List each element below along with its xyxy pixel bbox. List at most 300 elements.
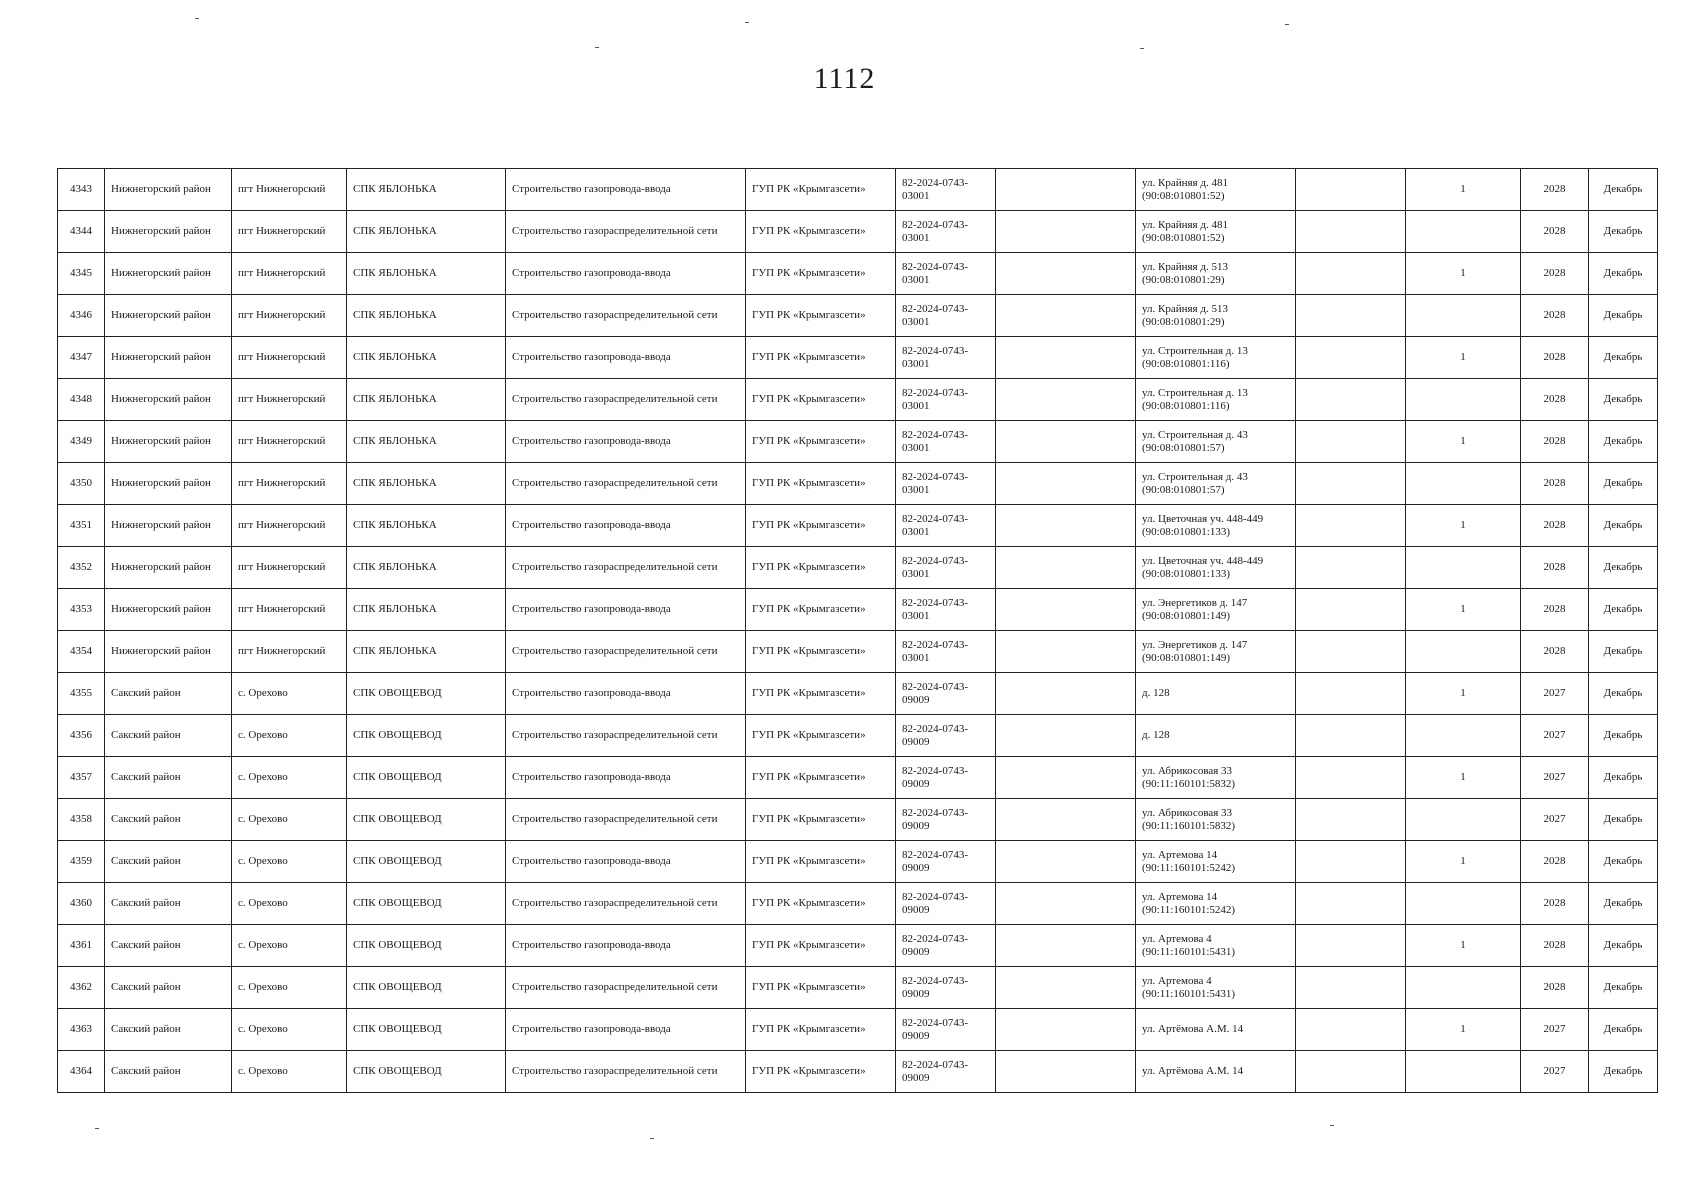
- table-row: [58, 841, 1658, 883]
- address-cell: ул. Артёмова А.М. 14: [1136, 1051, 1296, 1093]
- executor-cell: ГУП РК «Крымгазсети»: [746, 589, 896, 631]
- quantity-cell: 1: [1406, 841, 1521, 883]
- table-row: [58, 673, 1658, 715]
- year-cell: 2027: [1521, 1051, 1589, 1093]
- year-cell: 2028: [1521, 169, 1589, 211]
- district-cell: Сакский район: [105, 967, 232, 1009]
- blank-cell: [996, 757, 1136, 799]
- address-cell: ул. Строительная д. 43 (90:08:010801:57): [1136, 463, 1296, 505]
- address-cell: ул. Энергетиков д. 147 (90:08:010801:149): [1136, 589, 1296, 631]
- settlement-cell: пгт Нижнегорский: [232, 631, 347, 673]
- blank-cell: [996, 295, 1136, 337]
- address-cell: ул. Артёмова А.М. 14: [1136, 1009, 1296, 1051]
- table-row: [58, 1009, 1658, 1051]
- table-row: [58, 1051, 1658, 1093]
- row-number: 4353: [58, 589, 105, 631]
- registry-code-cell: 82-2024-0743-09009: [896, 925, 996, 967]
- settlement-cell: с. Орехово: [232, 799, 347, 841]
- registry-code-cell: 82-2024-0743-03001: [896, 631, 996, 673]
- scan-speck: [1285, 24, 1289, 25]
- address-cell: ул. Строительная д. 43 (90:08:010801:57): [1136, 421, 1296, 463]
- blank-cell: [1296, 253, 1406, 295]
- settlement-cell: с. Орехово: [232, 883, 347, 925]
- month-cell: Декабрь: [1589, 295, 1658, 337]
- scan-speck: [595, 47, 599, 48]
- month-cell: Декабрь: [1589, 1009, 1658, 1051]
- table-row: [58, 295, 1658, 337]
- registry-code-cell: 82-2024-0743-09009: [896, 1051, 996, 1093]
- registry-code-cell: 82-2024-0743-09009: [896, 757, 996, 799]
- row-number: 4359: [58, 841, 105, 883]
- applicant-cell: СПК ОВОЩЕВОД: [347, 883, 506, 925]
- month-cell: Декабрь: [1589, 673, 1658, 715]
- year-cell: 2028: [1521, 211, 1589, 253]
- row-number: 4360: [58, 883, 105, 925]
- month-cell: Декабрь: [1589, 631, 1658, 673]
- executor-cell: ГУП РК «Крымгазсети»: [746, 463, 896, 505]
- registry-code-cell: 82-2024-0743-03001: [896, 505, 996, 547]
- year-cell: 2027: [1521, 757, 1589, 799]
- month-cell: Декабрь: [1589, 547, 1658, 589]
- district-cell: Нижнегорский район: [105, 379, 232, 421]
- applicant-cell: СПК ОВОЩЕВОД: [347, 925, 506, 967]
- executor-cell: ГУП РК «Крымгазсети»: [746, 379, 896, 421]
- blank-cell: [1296, 1009, 1406, 1051]
- executor-cell: ГУП РК «Крымгазсети»: [746, 169, 896, 211]
- table-row: [58, 211, 1658, 253]
- executor-cell: ГУП РК «Крымгазсети»: [746, 1051, 896, 1093]
- scan-speck: [1140, 48, 1144, 49]
- quantity-cell: [1406, 967, 1521, 1009]
- blank-cell: [1296, 841, 1406, 883]
- executor-cell: ГУП РК «Крымгазсети»: [746, 1009, 896, 1051]
- work-description-cell: Строительство газораспределительной сети: [506, 631, 746, 673]
- work-description-cell: Строительство газопровода-ввода: [506, 1009, 746, 1051]
- applicant-cell: СПК ОВОЩЕВОД: [347, 715, 506, 757]
- blank-cell: [1296, 1051, 1406, 1093]
- work-description-cell: Строительство газопровода-ввода: [506, 589, 746, 631]
- settlement-cell: с. Орехово: [232, 1051, 347, 1093]
- work-description-cell: Строительство газораспределительной сети: [506, 211, 746, 253]
- work-description-cell: Строительство газораспределительной сети: [506, 379, 746, 421]
- settlement-cell: пгт Нижнегорский: [232, 211, 347, 253]
- applicant-cell: СПК ЯБЛОНЬКА: [347, 337, 506, 379]
- scan-speck: [195, 18, 199, 19]
- quantity-cell: [1406, 379, 1521, 421]
- row-number: 4355: [58, 673, 105, 715]
- settlement-cell: пгт Нижнегорский: [232, 253, 347, 295]
- settlement-cell: пгт Нижнегорский: [232, 505, 347, 547]
- executor-cell: ГУП РК «Крымгазсети»: [746, 841, 896, 883]
- settlement-cell: пгт Нижнегорский: [232, 547, 347, 589]
- month-cell: Декабрь: [1589, 421, 1658, 463]
- executor-cell: ГУП РК «Крымгазсети»: [746, 421, 896, 463]
- work-description-cell: Строительство газораспределительной сети: [506, 1051, 746, 1093]
- registry-code-cell: 82-2024-0743-03001: [896, 547, 996, 589]
- applicant-cell: СПК ЯБЛОНЬКА: [347, 505, 506, 547]
- executor-cell: ГУП РК «Крымгазсети»: [746, 715, 896, 757]
- quantity-cell: 1: [1406, 337, 1521, 379]
- executor-cell: ГУП РК «Крымгазсети»: [746, 547, 896, 589]
- month-cell: Декабрь: [1589, 883, 1658, 925]
- year-cell: 2028: [1521, 841, 1589, 883]
- quantity-cell: 1: [1406, 925, 1521, 967]
- registry-table: [57, 168, 1658, 1093]
- quantity-cell: [1406, 463, 1521, 505]
- table-row: [58, 799, 1658, 841]
- applicant-cell: СПК ЯБЛОНЬКА: [347, 169, 506, 211]
- year-cell: 2028: [1521, 463, 1589, 505]
- work-description-cell: Строительство газораспределительной сети: [506, 883, 746, 925]
- address-cell: ул. Артемова 4 (90:11:160101:5431): [1136, 925, 1296, 967]
- work-description-cell: Строительство газопровода-ввода: [506, 169, 746, 211]
- month-cell: Декабрь: [1589, 169, 1658, 211]
- table-row: [58, 169, 1658, 211]
- blank-cell: [1296, 463, 1406, 505]
- applicant-cell: СПК ЯБЛОНЬКА: [347, 211, 506, 253]
- work-description-cell: Строительство газораспределительной сети: [506, 715, 746, 757]
- blank-cell: [1296, 757, 1406, 799]
- settlement-cell: с. Орехово: [232, 757, 347, 799]
- blank-cell: [996, 211, 1136, 253]
- registry-code-cell: 82-2024-0743-09009: [896, 715, 996, 757]
- row-number: 4361: [58, 925, 105, 967]
- address-cell: ул. Артемова 14 (90:11:160101:5242): [1136, 883, 1296, 925]
- year-cell: 2028: [1521, 883, 1589, 925]
- row-number: 4347: [58, 337, 105, 379]
- registry-code-cell: 82-2024-0743-03001: [896, 211, 996, 253]
- year-cell: 2027: [1521, 1009, 1589, 1051]
- table-row: [58, 337, 1658, 379]
- month-cell: Декабрь: [1589, 337, 1658, 379]
- blank-cell: [996, 631, 1136, 673]
- quantity-cell: [1406, 715, 1521, 757]
- blank-cell: [1296, 421, 1406, 463]
- district-cell: Сакский район: [105, 1009, 232, 1051]
- applicant-cell: СПК ОВОЩЕВОД: [347, 1051, 506, 1093]
- table-row: [58, 925, 1658, 967]
- blank-cell: [1296, 169, 1406, 211]
- blank-cell: [996, 883, 1136, 925]
- year-cell: 2027: [1521, 715, 1589, 757]
- blank-cell: [1296, 673, 1406, 715]
- table-row: [58, 253, 1658, 295]
- year-cell: 2028: [1521, 379, 1589, 421]
- district-cell: Сакский район: [105, 883, 232, 925]
- month-cell: Декабрь: [1589, 841, 1658, 883]
- row-number: 4343: [58, 169, 105, 211]
- row-number: 4356: [58, 715, 105, 757]
- settlement-cell: пгт Нижнегорский: [232, 379, 347, 421]
- address-cell: ул. Абрикосовая 33 (90:11:160101:5832): [1136, 799, 1296, 841]
- quantity-cell: 1: [1406, 1009, 1521, 1051]
- address-cell: ул. Абрикосовая 33 (90:11:160101:5832): [1136, 757, 1296, 799]
- settlement-cell: пгт Нижнегорский: [232, 463, 347, 505]
- district-cell: Сакский район: [105, 715, 232, 757]
- month-cell: Декабрь: [1589, 799, 1658, 841]
- row-number: 4363: [58, 1009, 105, 1051]
- blank-cell: [1296, 883, 1406, 925]
- registry-code-cell: 82-2024-0743-03001: [896, 253, 996, 295]
- registry-code-cell: 82-2024-0743-03001: [896, 295, 996, 337]
- table-row: [58, 589, 1658, 631]
- blank-cell: [996, 1009, 1136, 1051]
- blank-cell: [1296, 967, 1406, 1009]
- district-cell: Нижнегорский район: [105, 463, 232, 505]
- blank-cell: [996, 463, 1136, 505]
- registry-code-cell: 82-2024-0743-09009: [896, 1009, 996, 1051]
- month-cell: Декабрь: [1589, 379, 1658, 421]
- work-description-cell: Строительство газораспределительной сети: [506, 295, 746, 337]
- registry-code-cell: 82-2024-0743-09009: [896, 967, 996, 1009]
- district-cell: Сакский район: [105, 673, 232, 715]
- blank-cell: [996, 253, 1136, 295]
- registry-code-cell: 82-2024-0743-09009: [896, 799, 996, 841]
- quantity-cell: [1406, 1051, 1521, 1093]
- registry-code-cell: 82-2024-0743-03001: [896, 421, 996, 463]
- district-cell: Нижнегорский район: [105, 589, 232, 631]
- district-cell: Нижнегорский район: [105, 505, 232, 547]
- row-number: 4354: [58, 631, 105, 673]
- applicant-cell: СПК ОВОЩЕВОД: [347, 673, 506, 715]
- blank-cell: [996, 715, 1136, 757]
- quantity-cell: [1406, 799, 1521, 841]
- district-cell: Сакский район: [105, 925, 232, 967]
- blank-cell: [996, 967, 1136, 1009]
- year-cell: 2028: [1521, 505, 1589, 547]
- executor-cell: ГУП РК «Крымгазсети»: [746, 505, 896, 547]
- settlement-cell: с. Орехово: [232, 925, 347, 967]
- address-cell: д. 128: [1136, 715, 1296, 757]
- registry-code-cell: 82-2024-0743-09009: [896, 883, 996, 925]
- month-cell: Декабрь: [1589, 211, 1658, 253]
- blank-cell: [996, 841, 1136, 883]
- month-cell: Декабрь: [1589, 1051, 1658, 1093]
- address-cell: ул. Цветочная уч. 448-449 (90:08:010801:133): [1136, 547, 1296, 589]
- year-cell: 2028: [1521, 631, 1589, 673]
- blank-cell: [996, 421, 1136, 463]
- quantity-cell: [1406, 631, 1521, 673]
- blank-cell: [1296, 505, 1406, 547]
- settlement-cell: пгт Нижнегорский: [232, 337, 347, 379]
- blank-cell: [996, 925, 1136, 967]
- applicant-cell: СПК ОВОЩЕВОД: [347, 1009, 506, 1051]
- blank-cell: [996, 673, 1136, 715]
- year-cell: 2028: [1521, 589, 1589, 631]
- executor-cell: ГУП РК «Крымгазсети»: [746, 631, 896, 673]
- blank-cell: [1296, 211, 1406, 253]
- address-cell: ул. Крайняя д. 513 (90:08:010801:29): [1136, 253, 1296, 295]
- year-cell: 2028: [1521, 967, 1589, 1009]
- executor-cell: ГУП РК «Крымгазсети»: [746, 883, 896, 925]
- table-row: [58, 505, 1658, 547]
- work-description-cell: Строительство газопровода-ввода: [506, 673, 746, 715]
- year-cell: 2028: [1521, 547, 1589, 589]
- row-number: 4350: [58, 463, 105, 505]
- month-cell: Декабрь: [1589, 505, 1658, 547]
- row-number: 4362: [58, 967, 105, 1009]
- registry-code-cell: 82-2024-0743-03001: [896, 379, 996, 421]
- applicant-cell: СПК ЯБЛОНЬКА: [347, 421, 506, 463]
- work-description-cell: Строительство газопровода-ввода: [506, 337, 746, 379]
- blank-cell: [996, 547, 1136, 589]
- applicant-cell: СПК ЯБЛОНЬКА: [347, 295, 506, 337]
- month-cell: Декабрь: [1589, 715, 1658, 757]
- executor-cell: ГУП РК «Крымгазсети»: [746, 253, 896, 295]
- district-cell: Нижнегорский район: [105, 253, 232, 295]
- applicant-cell: СПК ЯБЛОНЬКА: [347, 253, 506, 295]
- executor-cell: ГУП РК «Крымгазсети»: [746, 673, 896, 715]
- work-description-cell: Строительство газораспределительной сети: [506, 799, 746, 841]
- district-cell: Нижнегорский район: [105, 211, 232, 253]
- blank-cell: [996, 379, 1136, 421]
- quantity-cell: 1: [1406, 757, 1521, 799]
- quantity-cell: [1406, 547, 1521, 589]
- row-number: 4348: [58, 379, 105, 421]
- blank-cell: [1296, 295, 1406, 337]
- blank-cell: [996, 337, 1136, 379]
- year-cell: 2028: [1521, 253, 1589, 295]
- work-description-cell: Строительство газопровода-ввода: [506, 421, 746, 463]
- year-cell: 2027: [1521, 673, 1589, 715]
- district-cell: Сакский район: [105, 799, 232, 841]
- address-cell: ул. Цветочная уч. 448-449 (90:08:010801:133): [1136, 505, 1296, 547]
- address-cell: ул. Артемова 14 (90:11:160101:5242): [1136, 841, 1296, 883]
- table-row: [58, 715, 1658, 757]
- applicant-cell: СПК ЯБЛОНЬКА: [347, 379, 506, 421]
- settlement-cell: пгт Нижнегорский: [232, 169, 347, 211]
- settlement-cell: пгт Нижнегорский: [232, 421, 347, 463]
- quantity-cell: 1: [1406, 169, 1521, 211]
- applicant-cell: СПК ОВОЩЕВОД: [347, 757, 506, 799]
- applicant-cell: СПК ОВОЩЕВОД: [347, 841, 506, 883]
- blank-cell: [1296, 631, 1406, 673]
- table-row: [58, 421, 1658, 463]
- work-description-cell: Строительство газопровода-ввода: [506, 505, 746, 547]
- address-cell: д. 128: [1136, 673, 1296, 715]
- address-cell: ул. Строительная д. 13 (90:08:010801:116): [1136, 379, 1296, 421]
- quantity-cell: 1: [1406, 589, 1521, 631]
- address-cell: ул. Крайняя д. 481 (90:08:010801:52): [1136, 211, 1296, 253]
- page-number: 1112: [813, 62, 876, 95]
- year-cell: 2028: [1521, 925, 1589, 967]
- row-number: 4346: [58, 295, 105, 337]
- month-cell: Декабрь: [1589, 757, 1658, 799]
- address-cell: ул. Строительная д. 13 (90:08:010801:116): [1136, 337, 1296, 379]
- work-description-cell: Строительство газораспределительной сети: [506, 967, 746, 1009]
- work-description-cell: Строительство газопровода-ввода: [506, 841, 746, 883]
- row-number: 4358: [58, 799, 105, 841]
- blank-cell: [1296, 547, 1406, 589]
- blank-cell: [1296, 589, 1406, 631]
- registry-code-cell: 82-2024-0743-03001: [896, 589, 996, 631]
- quantity-cell: [1406, 211, 1521, 253]
- year-cell: 2028: [1521, 295, 1589, 337]
- table-row: [58, 757, 1658, 799]
- district-cell: Нижнегорский район: [105, 547, 232, 589]
- row-number: 4357: [58, 757, 105, 799]
- district-cell: Нижнегорский район: [105, 337, 232, 379]
- settlement-cell: пгт Нижнегорский: [232, 295, 347, 337]
- year-cell: 2028: [1521, 421, 1589, 463]
- applicant-cell: СПК ЯБЛОНЬКА: [347, 589, 506, 631]
- month-cell: Декабрь: [1589, 253, 1658, 295]
- work-description-cell: Строительство газораспределительной сети: [506, 463, 746, 505]
- district-cell: Сакский район: [105, 1051, 232, 1093]
- blank-cell: [996, 589, 1136, 631]
- month-cell: Декабрь: [1589, 967, 1658, 1009]
- quantity-cell: 1: [1406, 253, 1521, 295]
- scan-speck: [1330, 1125, 1334, 1126]
- executor-cell: ГУП РК «Крымгазсети»: [746, 967, 896, 1009]
- settlement-cell: с. Орехово: [232, 1009, 347, 1051]
- row-number: 4349: [58, 421, 105, 463]
- row-number: 4345: [58, 253, 105, 295]
- scan-speck: [745, 22, 749, 23]
- executor-cell: ГУП РК «Крымгазсети»: [746, 799, 896, 841]
- registry-code-cell: 82-2024-0743-09009: [896, 841, 996, 883]
- address-cell: ул. Артемова 4 (90:11:160101:5431): [1136, 967, 1296, 1009]
- quantity-cell: [1406, 883, 1521, 925]
- blank-cell: [1296, 379, 1406, 421]
- blank-cell: [996, 799, 1136, 841]
- applicant-cell: СПК ЯБЛОНЬКА: [347, 463, 506, 505]
- table-row: [58, 547, 1658, 589]
- registry-rows: [58, 169, 1658, 1093]
- blank-cell: [996, 169, 1136, 211]
- registry-code-cell: 82-2024-0743-03001: [896, 463, 996, 505]
- address-cell: ул. Энергетиков д. 147 (90:08:010801:149): [1136, 631, 1296, 673]
- district-cell: Нижнегорский район: [105, 295, 232, 337]
- month-cell: Декабрь: [1589, 925, 1658, 967]
- quantity-cell: 1: [1406, 421, 1521, 463]
- registry-code-cell: 82-2024-0743-09009: [896, 673, 996, 715]
- table-row: [58, 631, 1658, 673]
- year-cell: 2027: [1521, 799, 1589, 841]
- month-cell: Декабрь: [1589, 589, 1658, 631]
- district-cell: Сакский район: [105, 841, 232, 883]
- executor-cell: ГУП РК «Крымгазсети»: [746, 925, 896, 967]
- row-number: 4344: [58, 211, 105, 253]
- executor-cell: ГУП РК «Крымгазсети»: [746, 337, 896, 379]
- quantity-cell: 1: [1406, 505, 1521, 547]
- blank-cell: [996, 1051, 1136, 1093]
- district-cell: Нижнегорский район: [105, 169, 232, 211]
- settlement-cell: с. Орехово: [232, 841, 347, 883]
- address-cell: ул. Крайняя д. 513 (90:08:010801:29): [1136, 295, 1296, 337]
- table-row: [58, 379, 1658, 421]
- work-description-cell: Строительство газопровода-ввода: [506, 757, 746, 799]
- district-cell: Нижнегорский район: [105, 631, 232, 673]
- executor-cell: ГУП РК «Крымгазсети»: [746, 295, 896, 337]
- applicant-cell: СПК ЯБЛОНЬКА: [347, 631, 506, 673]
- table-row: [58, 463, 1658, 505]
- settlement-cell: с. Орехово: [232, 967, 347, 1009]
- district-cell: Нижнегорский район: [105, 421, 232, 463]
- executor-cell: ГУП РК «Крымгазсети»: [746, 211, 896, 253]
- row-number: 4364: [58, 1051, 105, 1093]
- scan-speck: [95, 1128, 99, 1129]
- blank-cell: [1296, 715, 1406, 757]
- settlement-cell: с. Орехово: [232, 715, 347, 757]
- blank-cell: [996, 505, 1136, 547]
- registry-code-cell: 82-2024-0743-03001: [896, 169, 996, 211]
- blank-cell: [1296, 337, 1406, 379]
- applicant-cell: СПК ОВОЩЕВОД: [347, 967, 506, 1009]
- district-cell: Сакский район: [105, 757, 232, 799]
- registry-code-cell: 82-2024-0743-03001: [896, 337, 996, 379]
- settlement-cell: с. Орехово: [232, 673, 347, 715]
